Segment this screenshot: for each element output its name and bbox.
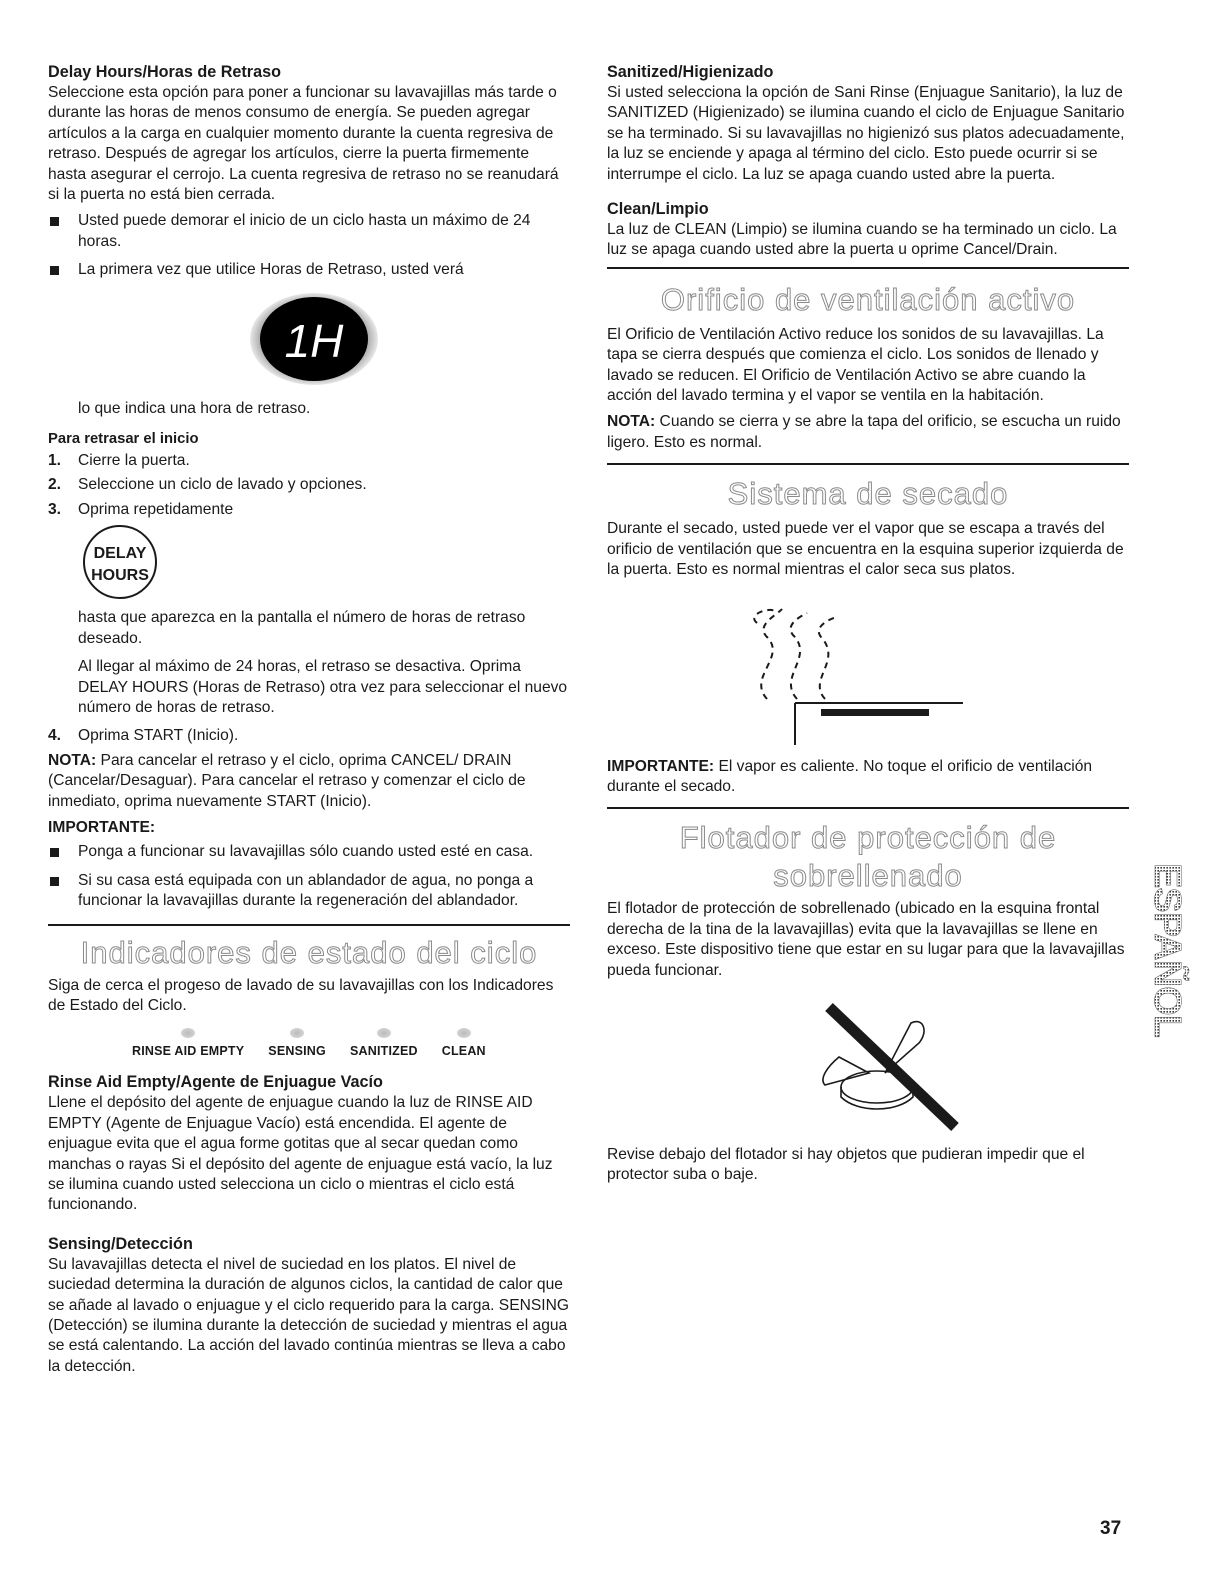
display-1h-icon xyxy=(48,289,570,393)
display-illustration xyxy=(48,289,570,393)
left-column xyxy=(48,62,570,1383)
rinse-aid-heading: Rinse Aid Empty/Agente de Enjuague Vacío xyxy=(48,1073,383,1092)
delay-button-line2: Hours xyxy=(91,567,149,585)
delay-hours-heading: Delay Hours/Horas de Retraso xyxy=(48,63,282,81)
delay-note: NOTA: Para cancelar el retraso y el ciclo, oprima CANCEL/ DRAIN (Cancelar/Desaguar). Para cancelar el retraso y comenzar el ciclo de inmediato, oprima nuevamente START (Inicio). xyxy=(48,751,526,810)
importante-bullets xyxy=(48,842,570,911)
delay-bullet-2: La primera vez que utilice Horas de Retraso, usted verá xyxy=(48,260,570,280)
to-delay-heading: Para retrasar el inicio xyxy=(48,431,199,448)
language-side-tab xyxy=(1145,830,1188,1070)
display-caption: lo que indica una hora de retraso. xyxy=(78,399,311,417)
status-indicators xyxy=(132,1028,570,1058)
float-prohibited-icon xyxy=(607,987,1129,1137)
display-readout: 1H xyxy=(284,314,344,367)
step-2: 2. Seleccione un ciclo de lavado y opciones. xyxy=(48,476,367,494)
step-4: 4. Oprima START (Inicio). xyxy=(48,727,239,745)
delay-hours-button-illustration xyxy=(48,524,570,604)
page-number: 37 xyxy=(1100,1518,1122,1539)
indicator-clean: CLEAN xyxy=(442,1028,486,1058)
delay-step-4 xyxy=(48,726,570,746)
vent-section-title: Orificio de ventilación activo xyxy=(660,281,1076,317)
indicator-light-icon xyxy=(377,1028,391,1038)
vent-text: El Orificio de Ventilación Activo reduce los sonidos de su lavavajillas. La tapa se cierra después que comienza el ciclo. Los sonidos de llenado y lavado se reducen. El Orificio de Ventilación Activo se abre cuando la acción del lavado termina y el vapor se ventila en la habitación. xyxy=(607,325,1104,405)
indicator-sanitized: SANITIZED xyxy=(350,1028,418,1058)
float-section-title-2: sobrellenado xyxy=(773,858,963,894)
indicator-light-icon xyxy=(457,1028,471,1038)
float-section-title-1: Flotador de protección de xyxy=(679,820,1057,856)
section-divider xyxy=(607,463,1129,465)
delay-hours-button-icon xyxy=(82,524,282,604)
side-tab-label: ESPAÑOL xyxy=(1145,863,1188,1037)
importante-bullet-2: Si su casa está equipada con un ablandador de agua, no ponga a funcionar la lavavajillas durante la regeneración del ablandador. xyxy=(48,871,570,912)
sanitized-heading: Sanitized/Higienizado xyxy=(607,63,774,81)
section-divider xyxy=(48,924,570,926)
indicator-rinse-aid-empty: RINSE AID EMPTY xyxy=(132,1028,244,1058)
vent-steam-illustration xyxy=(607,587,1129,757)
steam-icon xyxy=(607,587,1129,757)
float-illustration xyxy=(607,987,1129,1137)
indicator-sensing: SENSING xyxy=(268,1028,326,1058)
sensing-heading: Sensing/Detección xyxy=(48,1234,193,1253)
dry-section-title: Sistema de secado xyxy=(727,476,1009,512)
sensing-text: Su lavavajillas detecta el nivel de suciedad en los platos. El nivel de suciedad determina la duración de algunos ciclos, la cantidad de calor que se añade al lavado o enjuague y el ciclo requerido para la carga. SENSING (Detección) se ilumina durante la detección de suciedad y mientras el agua se está calentando. La acción del lavado continúa mientras se lleva a cabo la detección. xyxy=(48,1255,569,1375)
float-text: El flotador de protección de sobrellenado (ubicado en la esquina frontal derecha de la tina de la lavavajillas) evita que la lavavajillas se llene en exceso. Este dispositivo tiene que estar en su lugar para que la lavavajillas pueda funcionar. xyxy=(607,900,1125,979)
importante-bullet-1: Ponga a funcionar su lavavajillas sólo cuando usted esté en casa. xyxy=(48,842,570,862)
section-divider xyxy=(607,807,1129,809)
rinse-aid-text: Llene el depósito del agente de enjuague cuando la luz de RINSE AID EMPTY (Agente de Enjuague Vacío) está encendida. El agente de enjuague evita que el agua forme gotitas que al secar quedan como manchas o rayas Si el depósito del agente de enjuague está vacío, la luz se ilumina cuando usted selecciona un ciclo o mientras el ciclo está funcionando. xyxy=(48,1094,553,1214)
delay-hours-intro: Seleccione esta opción para poner a funcionar su lavavajillas más tarde o durante las horas de menos consumo de energía. Se pueden agregar artículos a la carga en cualquier momento durante la cuenta regresiva de retraso. Después de agregar los artículos, cierre la puerta firmemente hasta asegurar el cerrojo. La cuenta regresiva de retraso no se reanudará si la puerta no está bien cerrada. xyxy=(48,84,559,204)
importante-label: IMPORTANTE: xyxy=(48,818,156,836)
status-intro: Siga de cerca el progeso de lavado de su lavavajillas con los Indicadores de Estado del Ciclo. xyxy=(48,976,554,1014)
step-3: 3. Oprima repetidamente xyxy=(48,500,234,518)
vent-note: NOTA: Cuando se cierra y se abre la tapa del orificio, se escucha un ruido ligero. Esto es normal. xyxy=(607,413,1121,451)
sanitized-text: Si usted selecciona la opción de Sani Rinse (Enjuague Sanitario), la luz de SANITIZED (Higienizado) se ilumina cuando el ciclo de Enjuague Sanitario se ha terminado. Si su lavavajillas no higienizó sus platos adecuadamente, la luz se enciende y apaga al término del ciclo. Esto puede ocurrir si se interrumpe el ciclo. La luz se apaga cuando usted abre la puerta. xyxy=(607,84,1125,183)
step-1: 1. Cierre la puerta. xyxy=(48,452,190,470)
delay-steps xyxy=(48,451,570,520)
section-divider xyxy=(607,267,1129,269)
clean-heading: Clean/Limpio xyxy=(607,200,709,219)
status-section-title: Indicadores de estado del ciclo xyxy=(80,934,538,970)
delay-button-line1: Delay xyxy=(93,545,147,563)
delay-bullet-1: Usted puede demorar el inicio de un ciclo hasta un máximo de 24 horas. xyxy=(48,211,570,252)
delay-bullets xyxy=(48,211,570,280)
step3-extra: Al llegar al máximo de 24 horas, el retraso se desactiva. Oprima DELAY HOURS (Horas de Retraso) otra vez para seleccionar el nuevo número de horas de retraso. xyxy=(78,658,568,716)
dry-important: IMPORTANTE: El vapor es caliente. No toque el orificio de ventilación durante el secado. xyxy=(607,757,1093,795)
dry-text: Durante el secado, usted puede ver el vapor que se escapa a través del orificio de ventilación que se encuentra en la esquina superior izquierda de la puerta. Esto es normal mientras el calor seca sus platos. xyxy=(607,520,1124,579)
right-column xyxy=(607,62,1129,1192)
clean-text: La luz de CLEAN (Limpio) se ilumina cuando se ha terminado un ciclo. La luz se apaga cuando usted abre la puerta u oprime Cancel/Drain. xyxy=(607,221,1117,259)
language-tab-icon xyxy=(1145,830,1188,1070)
indicator-light-icon xyxy=(181,1028,195,1038)
float-after: Revise debajo del flotador si hay objetos que pudieran impedir que el protector suba o baje. xyxy=(607,1145,1085,1184)
indicator-light-icon xyxy=(290,1028,304,1038)
step3-after: hasta que aparezca en la pantalla el número de horas de retraso deseado. xyxy=(78,609,526,647)
